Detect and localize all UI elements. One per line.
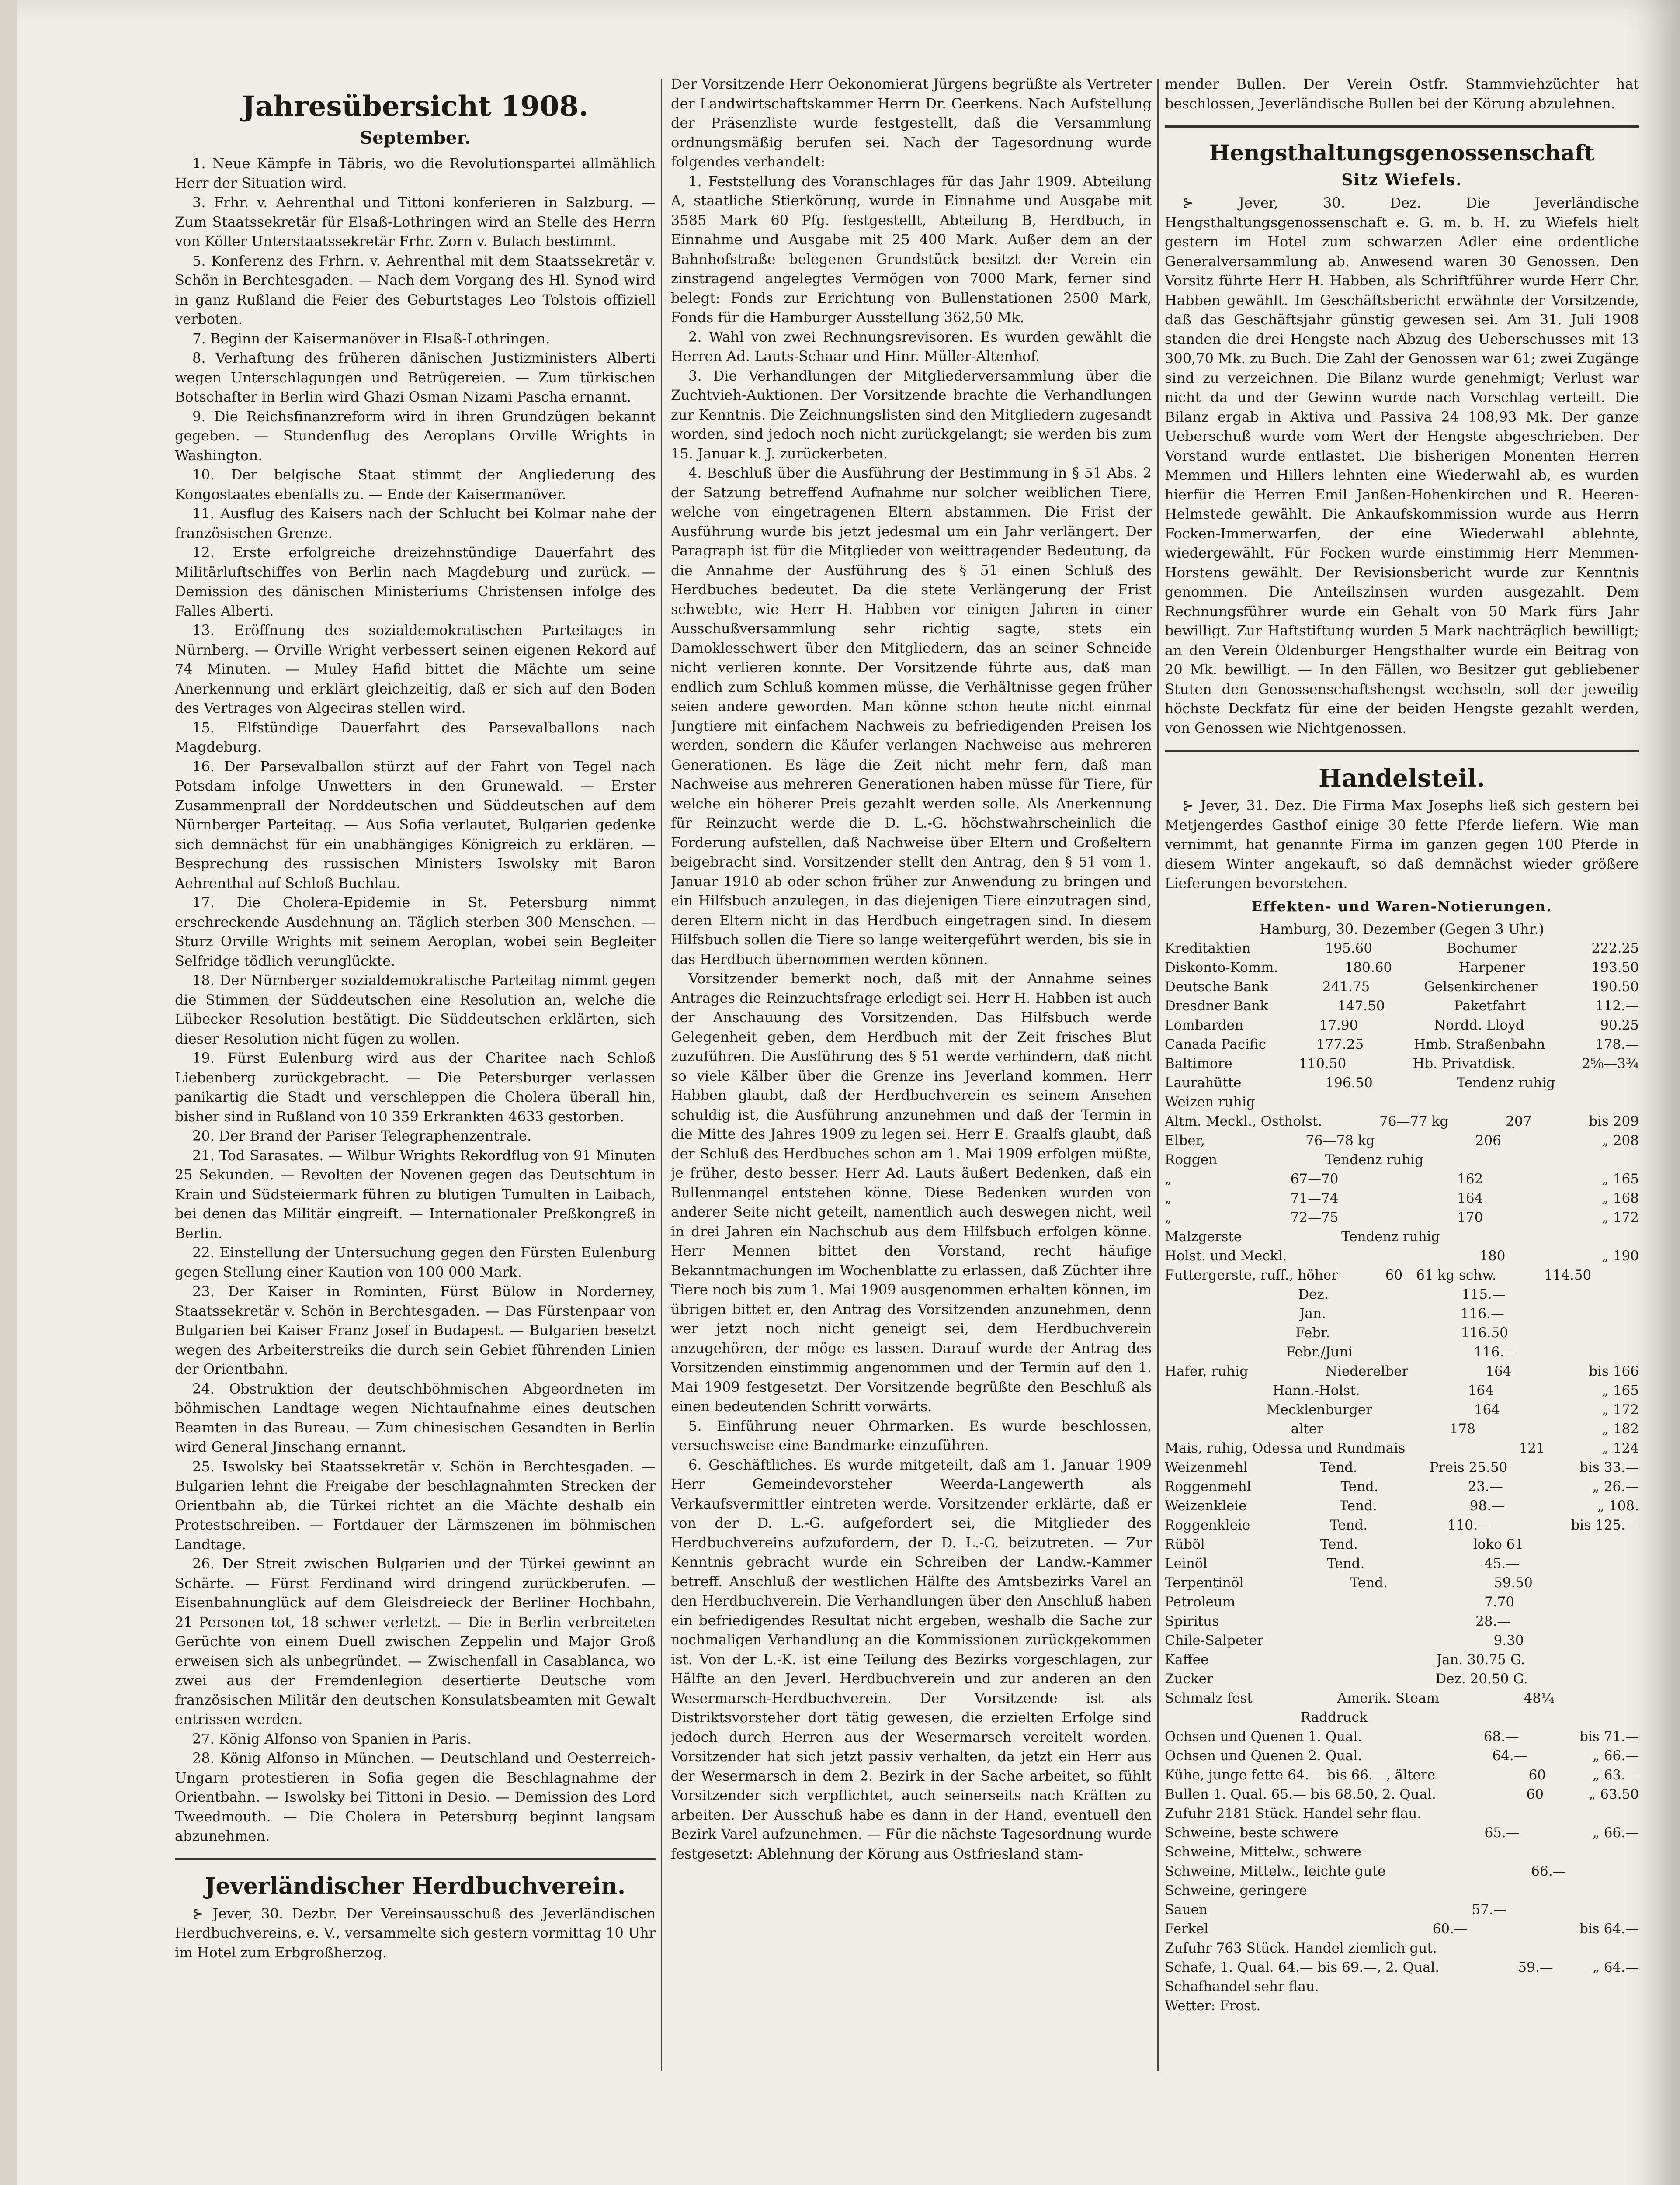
column-2 (671, 74, 1152, 2084)
market-cell: Schafe, 1. Qual. 64.— bis 69.—, 2. Qual. (1165, 1960, 1440, 1975)
article-text: ⊱ Jever, 30. Dezbr. Der Vereinsausschuß des Jeverländischen Herdbuchvereins, e. V., versammelte sich gestern vormittag 10 Uhr im Hotel zum Erbgroßherzog. (175, 1905, 656, 1961)
market-cell: Niederelber (1325, 1363, 1409, 1379)
market-cell: „ 208 (1601, 1133, 1639, 1148)
chronicle-entry: 23. Der Kaiser in Rominten, Fürst Bülow in Norderney, Staatssekretär v. Schön in Berchtesgaden. — Das Fürstenpaar von Bulgarien bei Kaiser Franz Josef in Budapest. — Bulgarien besetzt wegen des Arbeiterstreiks die durch sein Gebiet führenden Linien der Orientbahn. (175, 1283, 656, 1377)
market-cell: Laurahütte (1165, 1075, 1242, 1091)
market-cell: „ 63.50 (1589, 1786, 1639, 1802)
market-cell: 180.60 (1344, 960, 1392, 975)
market-cell: Tend. (1327, 1556, 1365, 1571)
market-cell: 162 (1457, 1171, 1483, 1187)
market-row (1165, 977, 1639, 996)
market-cell: Altm. Meckl., Ostholst. (1165, 1113, 1322, 1129)
market-cell: 114.50 (1544, 1267, 1592, 1283)
market-cell: 196.50 (1325, 1075, 1373, 1091)
article-text: ⊱ Jever, 30. Dez. Die Jeverländische Hengsthaltungsgenossenschaft e. G. m. b. H. zu Wiefels hielt gestern im Hotel zum schwarzen Adler eine ordentliche Generalversammlung ab. Anwesend waren 30 Genossen. Den Vorsitz führte Herr H. Habben, als Schriftführer wurde Herr Chr. Habben gewählt. Im Geschäftsbericht erwähnte der Vorsitzende, daß das Geschäftsjahr günstig gewesen sei. Am 31. Juli 1908 standen die drei Hengste nach Abzug des Ueberschusses mit 13 300,70 Mk. zu Buch. Die Zahl der Genossen war 61; zwei Zugänge sind zu verzeichnen. Die Bilanz wurde genehmigt; Verlust war nicht da und der Gewinn wurde nach Vorschlag verteilt. Die Bilanz ergab in Aktiva und Passiva 24 108,93 Mk. Der ganze Ueberschuß wurde vom Wert der Hengste abgeschrieben. Der Vorstand wurde entlastet. Die bisherigen Monenten Herren Memmen und Hillers lehnten eine Wiederwahl ab, es wurden hierfür die Herren Emil Janßen-Hohenkirchen und R. Heeren-Helmstede gewählt. Die Ankaufskommission wurde aus Herrn Focken-Immerwarfen, der eine Wiederwahl ablehnte, wiedergewählt. Für Focken wurde einstimmig Herr Memmen-Horstens gewählt. Der Revisionsbericht wurde zur Kenntnis genommen. Die Anteilszinsen wurden ausgezahlt. Dem Rechnungsführer wurde ein Gehalt von 50 Mark fürs Jahr bewilligt. Zur Haftstiftung wurden 5 Mark nachträglich bewilligt; an den Verein Oldenburger Hengsthalter wurde ein Beitrag von 20 Mk. bewilligt. — In den Fällen, wo Besitzer gut gebliebener Stuten den Genossenschaftshengst wechseln, soll der jeweilig höchste Deckfatz für eine der beiden Hengste gezahlt werden, von Genossen wie Nichtgenossen. (1165, 194, 1639, 736)
market-cell: „ 172 (1601, 1402, 1639, 1418)
market-cell: Tend. (1350, 1575, 1388, 1591)
divider (1165, 750, 1639, 752)
market-cell: „ 182 (1601, 1421, 1639, 1437)
market-cell: Schweine, beste schwere (1165, 1825, 1339, 1841)
divider (1165, 125, 1639, 128)
chronicle-list (175, 154, 656, 1846)
market-cell: 180 (1479, 1248, 1506, 1264)
market-cell: Schmalz fest (1165, 1690, 1253, 1706)
column-rule-1 (661, 79, 662, 2071)
market-table (1165, 939, 1639, 2015)
market-cell: 72—75 (1290, 1210, 1339, 1225)
market-row (1165, 1246, 1639, 1266)
market-cell: 48¼ (1524, 1690, 1555, 1706)
market-row (1165, 1304, 1639, 1323)
market-cell: Roggenmehl (1165, 1479, 1251, 1495)
chronicle-entry: 9. Die Reichsfinanzreform wird in ihren Grundzügen bekannt gegeben. — Stundenflug des Aeroplans Orville Wrights in Washington. (175, 408, 656, 464)
chronicle-entry: 10. Der belgische Staat stimmt der Angliederung des Kongostaates ebenfalls zu. — Ende der Kaisermanöver. (175, 466, 656, 503)
chronicle-entry: 27. König Alfonso von Spanien in Paris. (192, 1730, 472, 1747)
market-cell: „ 66.— (1592, 1825, 1639, 1841)
market-cell: Hmb. Straßenbahn (1413, 1037, 1545, 1052)
market-cell: 222.25 (1591, 940, 1639, 956)
market-row (1165, 1746, 1639, 1765)
market-cell: Kühe, junge fette 64.— bis 66.—, ältere (1165, 1767, 1436, 1783)
market-cell: Dez. 20.50 G. (1435, 1671, 1528, 1687)
market-row (1165, 1573, 1639, 1592)
section-title-jahresuebersicht: Jahresübersicht 1908. (242, 90, 589, 123)
market-cell: Terpentinöl (1165, 1575, 1244, 1591)
market-row (1165, 1612, 1639, 1631)
market-cell: „ 66.— (1592, 1748, 1639, 1764)
market-row (1165, 1208, 1639, 1227)
market-cell: Hann.-Holst. (1273, 1383, 1360, 1398)
market-cell: Bullen 1. Qual. 65.— bis 68.50, 2. Qual. (1165, 1786, 1436, 1802)
chronicle-entry: 25. Iswolsky bei Staatssekretär v. Schön in Berchtesgaden. — Bulgarien lehnt die Freigabe der beschlagnahmten Strecken der Orientbahn ab, die Türkei richtet an die Mächte deshalb ein Protestschreiben. — Fortdauer der Lärmszenen im böhmischen Landtage. (175, 1458, 656, 1553)
market-cell: 193.50 (1591, 960, 1639, 975)
market-cell: Schweine, Mittelw., schwere (1165, 1844, 1361, 1860)
market-cell: 241.75 (1322, 979, 1370, 995)
market-cell: 90.25 (1600, 1017, 1639, 1033)
market-row (1165, 1516, 1639, 1535)
market-cell: 68.— (1483, 1729, 1519, 1745)
market-cell: Roggenkleie (1165, 1517, 1250, 1533)
market-cell: 190.50 (1591, 979, 1639, 995)
market-row (1165, 1419, 1639, 1439)
market-cell: Diskonto-Komm. (1165, 960, 1278, 975)
market-row (1165, 1323, 1639, 1342)
article-text: mender Bullen. Der Verein Ostfr. Stammviehzüchter hat beschlossen, Jeverländische Bullen bei der Körung abzulehnen. (1165, 76, 1639, 112)
market-cell: 164 (1457, 1190, 1483, 1206)
market-cell: Zufuhr 763 Stück. Handel ziemlich gut. (1165, 1940, 1437, 1956)
market-row (1165, 1189, 1639, 1208)
market-cell: Petroleum (1165, 1594, 1236, 1610)
market-cell: „ 63.— (1592, 1767, 1639, 1783)
market-cell: 45.— (1484, 1556, 1520, 1571)
market-cell: 116.50 (1461, 1325, 1508, 1341)
market-row (1165, 1900, 1639, 1919)
chronicle-entry: 8. Verhaftung des früheren dänischen Justizministers Alberti wegen Unterschlagungen und Betrügereien. — Zum türkischen Botschafter in Berlin wird Ghazi Osman Nizami Pascha ernannt. (175, 350, 656, 405)
article-paragraph: 5. Einführung neuer Ohrmarken. Es wurde beschlossen, versuchsweise eine Bandmarke einzuführen. (671, 1417, 1152, 1453)
market-cell: Deutsche Bank (1165, 979, 1269, 995)
page-edge (0, 0, 17, 2185)
chronicle-entry: 22. Einstellung der Untersuchung gegen den Fürsten Eulenburg gegen Stellung einer Kaution von 100 000 Mark. (175, 1244, 656, 1280)
market-row (1165, 1785, 1639, 1804)
market-row (1165, 1669, 1639, 1689)
market-row (1165, 1092, 1639, 1112)
market-cell: „ (1165, 1190, 1172, 1206)
section-title-hengsthaltung: Hengsthaltungsgenossenschaft (1209, 140, 1595, 166)
chronicle-entry: 1. Neue Kämpfe in Täbris, wo die Revolutionspartei allmählich Herr der Situation wird. (175, 155, 656, 191)
market-row (1165, 1054, 1639, 1073)
market-cell: Schafhandel sehr flau. (1165, 1979, 1319, 1994)
market-cell: 59.— (1518, 1960, 1553, 1975)
market-cell: Lombarden (1165, 1017, 1243, 1033)
market-cell: 17.90 (1319, 1017, 1358, 1033)
market-row (1165, 1285, 1639, 1304)
market-cell: „ 64.— (1592, 1960, 1639, 1975)
market-row (1165, 1862, 1639, 1881)
market-cell: Sauen (1165, 1902, 1208, 1918)
market-cell: 115.— (1461, 1287, 1506, 1302)
market-cell: 7.70 (1484, 1594, 1515, 1610)
market-cell: „ 165 (1601, 1171, 1639, 1187)
market-cell: Kaffee (1165, 1652, 1209, 1668)
article-text: ⊱ Jever, 31. Dez. Die Firma Max Josephs ließ sich gestern bei Metjengerdes Gasthof einige 30 fette Pferde liefern. Wie man vernimmt, hat genannte Firma im ganzen gegen 100 Pferde in diesem Winter angekauft, so daß demnächst wieder größere Lieferungen bevorstehen. (1165, 797, 1639, 891)
market-cell: Baltimore (1165, 1056, 1232, 1072)
market-cell: Hb. Privatdisk. (1413, 1056, 1516, 1072)
market-cell: Tendenz ruhig (1341, 1229, 1440, 1245)
market-row (1165, 1496, 1639, 1516)
market-cell: „ 108. (1597, 1498, 1639, 1514)
market-cell: Febr./Juni (1286, 1344, 1353, 1360)
market-cell: Mecklenburger (1266, 1402, 1372, 1418)
market-cell: 64.— (1492, 1748, 1527, 1764)
market-row (1165, 939, 1639, 958)
market-cell: Tend. (1320, 1536, 1358, 1552)
market-cell: 116.— (1460, 1306, 1504, 1321)
market-row (1165, 1342, 1639, 1362)
market-cell: 110.50 (1298, 1056, 1347, 1072)
market-cell: „ 26.— (1592, 1479, 1639, 1495)
market-row (1165, 1650, 1639, 1669)
market-cell: Gelsenkirchener (1424, 979, 1538, 995)
market-cell: Jan. 30.75 G. (1436, 1652, 1525, 1668)
market-row (1165, 1035, 1639, 1054)
market-cell: 60 (1528, 1767, 1546, 1783)
market-row (1165, 1381, 1639, 1400)
chronicle-entry: 15. Elfstündige Dauerfahrt des Parsevalballons nach Magdeburg. (175, 719, 656, 755)
market-cell: Ferkel (1165, 1921, 1209, 1937)
market-cell: bis 33.— (1579, 1460, 1639, 1475)
column-1 (175, 74, 656, 2084)
market-cell: Harpener (1458, 960, 1525, 975)
market-cell: Chile-Salpeter (1165, 1633, 1263, 1648)
market-row (1165, 1131, 1639, 1150)
market-subtitle: Hamburg, 30. Dezember (Gegen 3 Uhr.) (1260, 920, 1544, 937)
market-cell: bis 125.— (1571, 1517, 1639, 1533)
market-cell: Elber, (1165, 1133, 1205, 1148)
market-cell: Tend. (1339, 1498, 1377, 1514)
chronicle-entry: 20. Der Brand der Pariser Telegraphenzentrale. (192, 1127, 532, 1144)
market-cell: 177.25 (1316, 1037, 1364, 1052)
market-cell: „ 172 (1601, 1210, 1639, 1225)
market-row (1165, 1439, 1639, 1458)
market-row (1165, 1689, 1639, 1708)
market-cell: Ochsen und Quenen 2. Qual. (1165, 1748, 1362, 1764)
article-paragraph: 3. Die Verhandlungen der Mitgliederversammlung über die Zuchtvieh-Auktionen. Der Vorsitzende brachte die Verhandlungen zur Kenntnis. Die Zeichnungslisten sind den Mitgliedern zugesandt worden, sind jedoch noch nicht zurückgelangt; sie werden bis zum 15. Januar k. J. zurückerbeten. (671, 367, 1152, 462)
article-paragraph: 1. Feststellung des Voranschlages für das Jahr 1909. Abteilung A, staatliche Stierkörung, wurde in Einnahme und Ausgabe mit 3585 Mark 60 Pfg. festgestellt, Abteilung B, Herdbuch, in Einnahme und Ausgabe mit 25 400 Mark. Außer dem an der Bahnhofstraße belegenen Grundstück besitzt der Verein ein zinstragend angelegtes Vermögen von 7000 Mark, ferner sind belegt: Fonds zur Errichtung von Bullenstationen 2500 Mark, Fonds für die Hamburger Ausstellung 362,50 Mk. (671, 173, 1152, 326)
chronicle-entry: 7. Beginn der Kaisermanöver in Elsaß-Lothringen. (192, 330, 550, 347)
market-row (1165, 1227, 1639, 1246)
market-row (1165, 1631, 1639, 1650)
section-title-handelsteil: Handelsteil. (1318, 764, 1486, 793)
chronicle-entry: 16. Der Parsevalballon stürzt auf der Fahrt von Tegel nach Potsdam infolge Unwetters in den Grunewald. — Erster Zusammenprall der Norddeutschen und Süddeutschen auf dem Nürnberger Parteitag. — Aus Sofia verlautet, Bulgarien gedenke sich demnächst für ein unabhängiges Königreich zu erklären. — Besprechung des russischen Ministers Iswolsky mit Baron Aehrenthal auf Schloß Buchlau. (175, 758, 656, 891)
market-cell: Malzgerste (1165, 1229, 1242, 1245)
market-cell: 206 (1475, 1133, 1501, 1148)
market-cell: 28.— (1475, 1613, 1511, 1629)
market-cell: Preis 25.50 (1429, 1460, 1508, 1475)
market-cell: Mais, ruhig, Odessa und Rundmais (1165, 1440, 1406, 1456)
article-paragraph: 4. Beschluß über die Ausführung der Bestimmung in § 51 Abs. 2 der Satzung betreffend Aufnahme nur solcher weiblichen Tiere, welche von eingetragenen Eltern abstammen. Die Frist der Ausführung wurde bis jetzt jedesmal um ein Jahr verlängert. Der Paragraph ist für die Mitglieder von weittragender Bedeutung, da die Annahme der Ausführung des § 51 einen Schluß des Herdbuches bedeutet. Da die stete Verlängerung der Frist schwebte, wie Herr H. Habben vor einigen Jahren in einer Ausschußversammlung sehr richtig sagte, stets ein Damoklesschwert über den Mitgliedern, das an seiner Schneide nicht verlieren konnte. Der Vorsitzende führte aus, daß man endlich zum Schluß kommen müsse, die Verhältnisse gegen früher seien andere geworden. Man könne schon heute nicht einmal Jungtiere mit einfachem Nachweis zu befriedigenden Preisen los werden, sondern die Käufer verlangen Nachweise aus mehreren Generationen. Es läge die Zeit nicht mehr fern, daß man Nachweise aus mehreren Generationen haben müsse für Tiere, für welche ein höherer Preis gezahlt werden solle. Als Anerkennung für Reinzucht werde die D. L.-G. höchstwahrscheinlich die Forderung aufstellen, daß Nachweise über Eltern und Großeltern beigebracht sind. Vorsitzender stellt den Antrag, den § 51 vom 1. Januar 1910 ab oder schon früher zur Anwendung zu bringen und ein Hilfsbuch anzulegen, in das diejenigen Tiere einzutragen sind, deren Eltern nicht in das Herdbuch eingetragen sind. In diesem Hilfsbuch sollen die Tiere so lange weitergeführt werden, bis sie in das Herdbuch übernommen werden können. (671, 465, 1152, 968)
chronicle-entry: 21. Tod Sarasates. — Wilbur Wrights Rekordflug von 91 Minuten 25 Sekunden. — Revolten der Novenen gegen das Deutschtum in Krain und Südsteiermark führen zu blutigen Tumulten in Laibach, bei denen das Militär eingreift. — Internationaler Preßkongreß in Berlin. (175, 1147, 656, 1242)
market-cell: Schweine, Mittelw., leichte gute (1165, 1863, 1386, 1879)
market-cell: alter (1291, 1421, 1323, 1437)
market-cell: Kreditaktien (1165, 940, 1251, 956)
market-row (1165, 1554, 1639, 1573)
divider (175, 1858, 656, 1860)
market-cell: Schweine, geringere (1165, 1883, 1307, 1898)
market-row (1165, 1958, 1639, 1977)
market-row (1165, 1477, 1639, 1496)
chronicle-entry: 3. Frhr. v. Aehrenthal und Tittoni konferieren in Salzburg. — Zum Staatssekretär für Elsaß-Lothringen wird an Stelle des Herrn von Köller Unterstaatssekretär Frhr. Zorn v. Bulach bestimmt. (175, 194, 656, 250)
market-row (1165, 1842, 1639, 1862)
market-cell: Tend. (1319, 1460, 1357, 1475)
column-rule-2 (1157, 79, 1159, 2071)
market-row (1165, 1400, 1639, 1419)
article-paragraph: 2. Wahl von zwei Rechnungsrevisoren. Es wurden gewählt die Herren Ad. Lauts-Schaar und Hinr. Müller-Altenhof. (671, 328, 1152, 364)
chronicle-entry: 28. König Alfonso in München. — Deutschland und Oesterreich-Ungarn protestieren in Sofia gegen die Beschlagnahme der Orientbahn. — Iswolsky bei Tittoni in Desio. — Demission des Lord Tweedmouth. — Die Cholera in Petersburg beginnt langsam abzunehmen. (175, 1750, 656, 1844)
market-cell: 9.30 (1493, 1633, 1524, 1648)
chronicle-entry: 17. Die Cholera-Epidemie in St. Petersburg nimmt erschreckende Ausdehnung an. Täglich sterben 300 Menschen. — Sturz Orville Wrights mit seinem Aeroplan, wobei sein Begleiter Selfridge tödlich verunglückte. (175, 894, 656, 969)
market-cell: Paketfahrt (1454, 998, 1526, 1014)
market-cell: „ 190 (1601, 1248, 1639, 1264)
article-paragraph: 6. Geschäftliches. Es wurde mitgeteilt, daß am 1. Januar 1909 Herr Gemeindevorsteher Weerda-Langewerth als Verkaufsvermittler eintreten werde. Vorsitzender erklärte, daß er von der D. L.-G. aufgefordert sei, die Mitglieder des Herdbuchvereins aufzufordern, der D. L.-G. beizutreten. — Zur Kenntnis gebracht wurde ein Schreiben der Landw.-Kammer betreff. Anschluß der westlichen Hälfte des Amtsbezirks Varel an den Herdbuchverein. Die Verhandlungen über den Anschluß haben ein befriedigendes Resultat nicht ergeben, weshalb die Sache zur nochmaligen Verhandlung an die Kommissionen zurückgekommen ist. Von der L.-K. ist eine Teilung des Bezirks vorgeschlagen, zur Hälfte an den Jeverl. Herdbuchverein und zur anderen an den Wesermarsch-Herdbuchverein. Der Vorsitzende ist als Distriktsvorsteher dort tätig gewesen, die erzielten Erfolge sind jedoch durch Herren aus der Wesermarsch vereitelt worden. Vorsitzender hat sich jetzt passiv verhalten, da jetzt ein Herr aus der Wesermarsch in dem 2. Bezirk in der Sache arbeitet, so fühlt Vorsitzender sich verpflichtet, auch seinerseits nach Kräften zu arbeiten. Der Ausschuß habe es dann in der Hand, eventuell den Bezirk Varel aufzunehmen. — Für die nächste Tagesordnung wurde festgesetzt: Ablehnung der Körung aus Ostfriesland stam- (671, 1456, 1152, 1862)
market-cell: 112.— (1595, 998, 1639, 1014)
chronicle-entry: 18. Der Nürnberger sozialdemokratische Parteitag nimmt gegen die Stimmen der Süddeutschen eine Resolution an, welche die Lübecker Resolution bestätigt. Die Süddeutschen erklärten, sich dieser Resolution nicht fügen zu wollen. (175, 972, 656, 1047)
market-cell: 110.— (1447, 1517, 1491, 1533)
market-cell: 60 (1526, 1786, 1544, 1802)
market-row (1165, 1727, 1639, 1746)
market-row (1165, 1823, 1639, 1842)
market-cell: Weizen ruhig (1165, 1094, 1255, 1110)
market-row (1165, 1535, 1639, 1554)
market-cell: 178.— (1595, 1037, 1639, 1052)
market-cell: 195.60 (1325, 940, 1373, 956)
market-cell: 147.50 (1337, 998, 1385, 1014)
market-cell: Leinöl (1165, 1556, 1208, 1571)
market-row (1165, 1708, 1639, 1727)
market-cell: bis 209 (1589, 1113, 1639, 1129)
market-cell: Tend. (1340, 1479, 1378, 1495)
chronicle-entry: 26. Der Streit zwischen Bulgarien und der Türkei gewinnt an Schärfe. — Fürst Ferdinand wird dringend zurückberufen. — Eisenbahnunglück auf dem Gleisdreieck der Berliner Hochbahn, 21 Personen tot, 18 schwer verletzt. — Die in Berlin verbreiteten Gerüchte von einem Duell zwischen Zeppelin und Major Groß erweisen sich als unbegründet. — Zwischenfall in Casablanca, wo zwei aus der Fremdenlegion desertierte Deutsche vom französischen Militär den deutschen Konsulatsbeamten mit Gewalt entrissen werden. (175, 1555, 656, 1727)
chronicle-entry: 11. Ausflug des Kaisers nach der Schlucht bei Kolmar nahe der französischen Grenze. (175, 505, 656, 541)
market-row (1165, 1592, 1639, 1612)
market-cell: Roggen (1165, 1152, 1218, 1168)
market-cell: Amerik. Steam (1337, 1690, 1439, 1706)
market-cell: Zufuhr 2181 Stück. Handel sehr flau. (1165, 1806, 1422, 1821)
market-cell: Dez. (1298, 1287, 1329, 1302)
month-heading: September. (360, 128, 471, 148)
market-cell: 60—61 kg schw. (1385, 1267, 1496, 1283)
chronicle-entry: 19. Fürst Eulenburg wird aus der Charitee nach Schloß Liebenberg zurückgebracht. — Die Petersburger verlassen panikartig die Stadt und verschleppen die Cholera überall hin, bisher sind in Rußland von 10 359 Erkrankten 4633 gestorben. (175, 1050, 656, 1125)
market-row (1165, 996, 1639, 1016)
market-row (1165, 1919, 1639, 1939)
market-row (1165, 1016, 1639, 1035)
market-cell: „ 165 (1601, 1383, 1639, 1398)
market-cell: 178 (1449, 1421, 1475, 1437)
market-cell: 76—78 kg (1305, 1133, 1375, 1148)
market-row (1165, 1881, 1639, 1900)
market-cell: bis 71.— (1579, 1729, 1639, 1745)
section-title-herdbuchverein: Jeverländischer Herdbuchverein. (205, 1873, 626, 1900)
market-cell: 170 (1457, 1210, 1483, 1225)
market-row (1165, 1150, 1639, 1169)
market-cell: „ (1165, 1210, 1172, 1225)
market-cell: Futtergerste, ruff., höher (1165, 1267, 1338, 1283)
market-row (1165, 1073, 1639, 1092)
market-cell: Raddruck (1300, 1710, 1368, 1725)
market-cell: 164 (1486, 1363, 1512, 1379)
market-row (1165, 1977, 1639, 1996)
market-cell: 2⅝—3¾ (1582, 1056, 1639, 1072)
market-row (1165, 1765, 1639, 1785)
market-row (1165, 1112, 1639, 1131)
market-cell: Ochsen und Quenen 1. Qual. (1165, 1729, 1362, 1745)
market-cell: 23.— (1468, 1479, 1503, 1495)
column-3 (1165, 74, 1639, 2084)
market-cell: Canada Pacific (1165, 1037, 1267, 1052)
market-cell: loko 61 (1473, 1536, 1524, 1552)
market-cell: Holst. und Meckl. (1165, 1248, 1287, 1264)
market-cell: Febr. (1295, 1325, 1330, 1341)
market-row (1165, 958, 1639, 977)
market-cell: 67—70 (1290, 1171, 1339, 1187)
market-cell: Tendenz ruhig (1456, 1075, 1555, 1091)
chronicle-entry: 12. Erste erfolgreiche dreizehnstündige Dauerfahrt des Militärluftschiffes von Berlin nach Magdeburg und zurück. — Demission des dänischen Ministeriums Christensen infolge des Falles Alberti. (175, 544, 656, 619)
market-cell: 207 (1506, 1113, 1532, 1129)
market-cell: Tend. (1329, 1517, 1368, 1533)
market-cell: 98.— (1469, 1498, 1505, 1514)
chronicle-entry: 24. Obstruktion der deutschböhmischen Abgeordneten im böhmischen Landtage wegen Nichtaufnahme eines deutschen Beamten in das Bureau. — Zum chinesischen Gesandten in Berlin wird General Jinschang ernannt. (175, 1380, 656, 1455)
article-paragraph: Vorsitzender bemerkt noch, daß mit der Annahme seines Antrages die Reinzuchtsfrage erledigt sei. Herr H. Habben ist auch der Anschauung des Vorsitzenden. Das Hilfsbuch werde Gelegenheit geben, dem Herdbuch mit der Zeit frisches Blut zuzuführen. Die Ausführung des § 51 werde verhindern, daß nicht so viele Kälber über die Grenze ins Jeverland kommen. Herr Habben glaubt, daß der Herdbuchverein es seinem Ansehen schuldig ist, die Ausführung anzunehmen und daß der Termin in die Mitte des Jahres 1909 zu legen sei. Herr E. Graalfs glaubt, daß der Schluß des Herdbuches schon am 1. Mai 1909 erfolgen müßte, je früher, desto besser. Herr Ad. Lauts äußert Bedenken, daß ein Bullenmangel entstehen könne. Diese Bedenken wurden von anderer Seite nicht geteilt, namentlich auch deswegen nicht, weil in drei Jahren ein Nachschub aus dem Hilfsbuch erfolgen könne. Herr Mennen bittet den Vorstand, recht häufige Bekanntmachungen im Wochenblatte zu erlassen, daß Züchter ihre Tiere noch bis zum 1. Mai 1909 ausgenommen erhalten können, im übrigen bittet er, den Antrag des Vorsitzenden anzunehmen, denn wer jetzt noch nicht geneigt sei, dem Herdbuchverein anzugehören, der möge es lassen. Darauf wurde der Antrag des Vorsitzenden einstimmig angenommen und der Termin auf den 1. Mai 1909 festgesetzt. Der Vorsitzende begrüßte den Beschluß als einen bedeutenden Schritt vorwärts. (671, 970, 1152, 1415)
market-cell: 66.— (1531, 1863, 1566, 1879)
market-cell: Zucker (1165, 1671, 1213, 1687)
market-cell: „ (1165, 1171, 1172, 1187)
market-cell: 164 (1474, 1402, 1500, 1418)
market-row (1165, 1362, 1639, 1381)
market-cell: „ 168 (1601, 1190, 1639, 1206)
market-row (1165, 1939, 1639, 1958)
market-cell: Jan. (1299, 1306, 1326, 1321)
market-cell: 121 (1519, 1440, 1545, 1456)
market-cell: 57.— (1472, 1902, 1507, 1918)
market-row (1165, 1458, 1639, 1477)
market-cell: Weizenmehl (1165, 1460, 1248, 1475)
article-body (671, 74, 1152, 1863)
market-title: Effekten- und Waren-Notierungen. (1251, 898, 1552, 915)
market-cell: Rüböl (1165, 1536, 1205, 1552)
market-cell: Hafer, ruhig (1165, 1363, 1248, 1379)
market-cell: 76—77 kg (1379, 1113, 1449, 1129)
market-cell: Weizenkleie (1165, 1498, 1247, 1514)
market-cell: 59.50 (1494, 1575, 1533, 1591)
market-cell: Wetter: Frost. (1165, 1998, 1261, 2014)
market-row (1165, 1804, 1639, 1823)
market-cell: 60.— (1432, 1921, 1468, 1937)
chronicle-entry: 5. Konferenz des Frhrn. v. Aehrenthal mit dem Staatssekretär v. Schön in Berchtesgaden. — Nach dem Vorgang des Hl. Synod wird in ganz Rußland die Feier des Geburtstages Leo Tolstois offiziell verboten. (175, 252, 656, 327)
market-cell: Dresdner Bank (1165, 998, 1268, 1014)
market-cell: Nordd. Lloyd (1434, 1017, 1524, 1033)
market-row (1165, 1996, 1639, 2015)
article-paragraph: Der Vorsitzende Herr Oekonomierat Jürgens begrüßte als Vertreter der Landwirtschaftskammer Herrn Dr. Geerkens. Nach Aufstellung der Präsenzliste wurde festgestellt, daß die Versammlung ordnungsmäßig berufen sei. Nach der Tagesordnung wurde folgendes verhandelt: (671, 76, 1152, 170)
market-cell: 116.— (1474, 1344, 1518, 1360)
market-cell: Tendenz ruhig (1325, 1152, 1423, 1168)
market-cell: 65.— (1484, 1825, 1520, 1841)
market-row (1165, 1169, 1639, 1189)
market-cell: Spiritus (1165, 1613, 1219, 1629)
market-cell: bis 64.— (1579, 1921, 1639, 1937)
market-cell: 164 (1468, 1383, 1494, 1398)
market-row (1165, 1266, 1639, 1285)
market-cell: Bochumer (1447, 940, 1517, 956)
market-cell: bis 166 (1589, 1363, 1639, 1379)
market-cell: „ 124 (1601, 1440, 1639, 1456)
chronicle-entry: 13. Eröffnung des sozialdemokratischen Parteitages in Nürnberg. — Orville Wright verbessert seinen eigenen Rekord auf 74 Minuten. — Muley Hafid bittet die Mächte um seine Anerkennung und erklärt gleichzeitig, daß er sich auf den Boden des Vertrages von Algeciras stellen wird. (175, 622, 656, 716)
section-subtitle: Sitz Wiefels. (1341, 171, 1462, 189)
market-cell: 71—74 (1290, 1190, 1339, 1206)
